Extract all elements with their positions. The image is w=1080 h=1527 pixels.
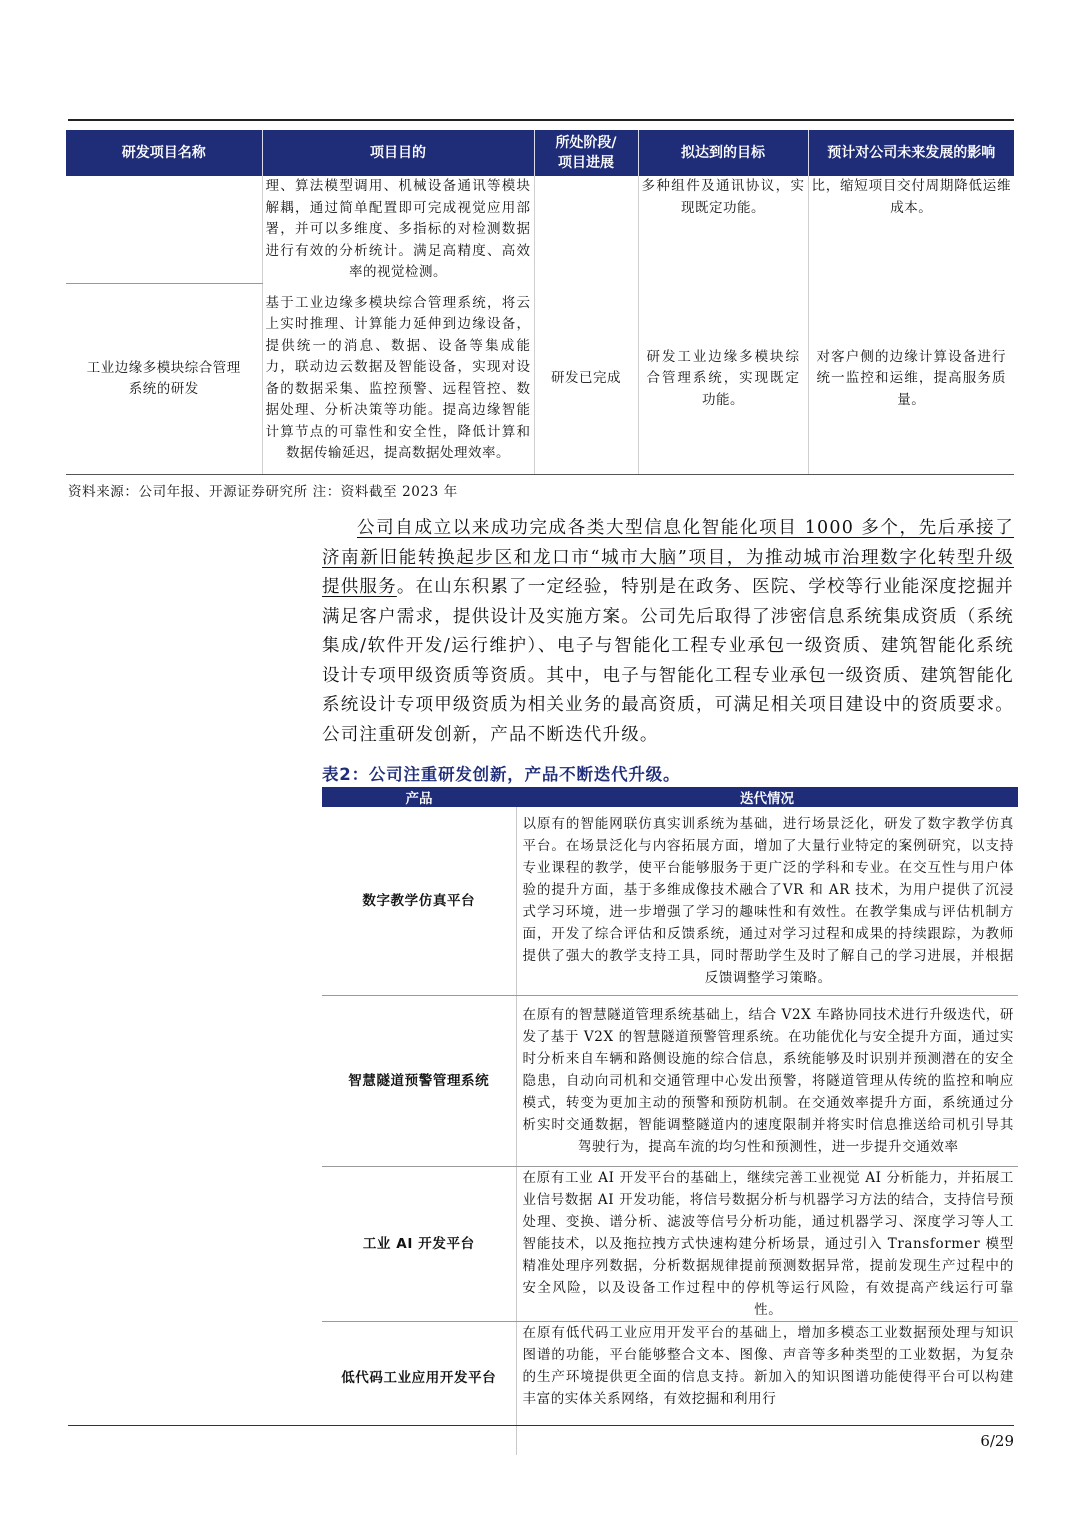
cell-purpose: 基于工业边缘多模块综合管理系统，将云上实时推理、计算能力延伸到边缘设备，提供统一的消息、数据、设备等集成能力，联动边云数据及智能设备，实现对设备的数据采集、监控预警、远程管控、数据处理、分析决策等功能。提高边缘智能计算节点的可靠性和安全性，降低计算和数据传输延迟，提高数据处理效率。 — [262, 284, 534, 475]
bottom-rule — [68, 1425, 1014, 1426]
table-row — [66, 176, 1014, 284]
top-rule — [68, 119, 1014, 121]
cell-iteration: 在原有的智慧隧道管理系统基础上，结合 V2X 车路协同技术进行升级迭代，研发了基于 V2X 的智慧隧道预警管理系统。在功能优化与安全提升方面，通过实时分析来自车辆和路侧设施的综合信息，系统能够及时识别并预测潜在的安全隐患，自动向司机和交通管理中心发出预警，将隧道管理从传统的监控和响应模式，转变为更加主动的预警和预防机制。在交通效率提升方面，系统通过分析实时交通数据，智能调整隧道内的速度限制并将实时信息推送给司机引导其驾驶行为，提高车流的均匀性和预测性，进一步提升交通效率 — [516, 996, 1018, 1167]
cell-goal: 多种组件及通讯协议，实现既定功能。 — [638, 176, 808, 284]
cell-stage: 研发已完成 — [534, 284, 638, 475]
header-impact: 预计对公司未来发展的影响 — [808, 130, 1014, 176]
body-paragraph — [322, 514, 1014, 750]
table-row — [322, 807, 1018, 996]
cell-purpose: 理、算法模型调用、机械设备通讯等模块解耦，通过简单配置即可完成视觉应用部署，并可以多维度、多指标的对检测数据进行有效的分析统计。满足高精度、高效率的视觉检测。 — [262, 176, 534, 284]
table-row — [322, 1322, 1018, 1456]
product-iteration-table — [322, 787, 1018, 1455]
cell-project-name: 工业边缘多模块综合管理系统的研发 — [66, 284, 262, 475]
cell-product: 低代码工业应用开发平台 — [322, 1322, 516, 1456]
header-stage: 所处阶段/ 项目进展 — [534, 130, 638, 176]
header-project-purpose: 项目目的 — [262, 130, 534, 176]
cell-project-name — [66, 176, 262, 284]
table-header-row — [322, 787, 1018, 807]
rd-projects-table — [66, 130, 1014, 475]
cell-product: 智慧隧道预警管理系统 — [322, 996, 516, 1167]
table-caption: 表2：公司注重研发创新，产品不断迭代升级。 — [322, 765, 681, 784]
cell-iteration: 在原有低代码工业应用开发平台的基础上，增加多模态工业数据预处理与知识图谱的功能，平台能够整合文本、图像、声音等多种类型的工业数据，为复杂的生产环境提供更全面的信息支持。新加入的知识图谱功能使得平台可以构建丰富的实体关系网络，有效挖掘和利用行 — [522, 1325, 1014, 1407]
table-header-row — [66, 130, 1014, 176]
header-product: 产品 — [322, 787, 516, 807]
cell-iteration: 在原有工业 AI 开发平台的基础上，继续完善工业视觉 AI 分析能力，并拓展工业信号数据 AI 开发功能，将信号数据分析与机器学习方法的结合，支持信号预处理、变换、谱分析、滤波等信号分析功能，通过机器学习、深度学习等人工智能技术，以及拖拉拽方式快速构建分析场景，通过引入 Transformer 模型精准处理序列数据，分析数据规律提前预测数据异常，提前发现生产过程中的安全风险，以及设备工作过程中的停机等运行风险，有效提高产线运行可靠性。 — [516, 1167, 1018, 1322]
table-row — [322, 996, 1018, 1167]
header-iteration: 迭代情况 — [516, 787, 1018, 807]
cell-impact: 比，缩短项目交付周期降低运维成本。 — [811, 178, 1011, 216]
page-number: 6/29 — [980, 1432, 1014, 1450]
header-project-name: 研发项目名称 — [66, 130, 262, 176]
cell-stage — [534, 176, 638, 284]
header-goal: 拟达到的目标 — [638, 130, 808, 176]
cell-goal: 研发工业边缘多模块综合管理系统，实现既定功能。 — [638, 284, 808, 475]
source-note: 资料来源：公司年报、开源证券研究所 注：资料截至 2023 年 — [68, 484, 458, 500]
cell-product: 工业 AI 开发平台 — [322, 1167, 516, 1322]
cell-impact: 对客户侧的边缘计算设备进行统一监控和运维，提高服务质量。 — [808, 284, 1014, 475]
cell-iteration: 以原有的智能网联仿真实训系统为基础，进行场景泛化，研发了数字教学仿真平台。在场景泛化与内容拓展方面，增加了大量行业特定的案例研究，以支持专业课程的教学，使平台能够服务于更广泛的学科和专业。在交互性与用户体验的提升方面，基于多维成像技术融合了VR 和 AR 技术，为用户提供了沉浸式学习环境，进一步增强了学习的趣味性和有效性。在教学集成与评估机制方面，开发了综合评估和反馈系统，通过对学习过程和成果的持续跟踪，为教师提供了强大的教学支持工具，同时帮助学生及时了解自己的学习进展，并根据反馈调整学习策略。 — [516, 807, 1018, 996]
cell-product: 数字教学仿真平台 — [322, 807, 516, 996]
table-row — [66, 284, 1014, 475]
underlined-text: 公司自成立以来成功完成各类大型信息化智能化项目 1000 多个，先后承接了济南新旧能转换起步区和龙口市“城市大脑”项目，为推动城市治理数字化转型升级提供服务 — [322, 518, 1014, 597]
paragraph-text: 。在山东积累了一定经验，特别是在政务、医院、学校等行业能深度挖掘并满足客户需求，提供设计及实施方案。公司先后取得了涉密信息系统集成资质（系统集成/软件开发/运行维护）、电子与智能化工程专业承包一级资质、建筑智能化系统设计专项甲级资质等资质。其中，电子与智能化工程专业承包一级资质、建筑智能化系统设计专项甲级资质为相关业务的最高资质，可满足相关项目建设中的资质要求。公司注重研发创新，产品不断迭代升级。 — [322, 577, 1014, 745]
table-row — [322, 1167, 1018, 1322]
